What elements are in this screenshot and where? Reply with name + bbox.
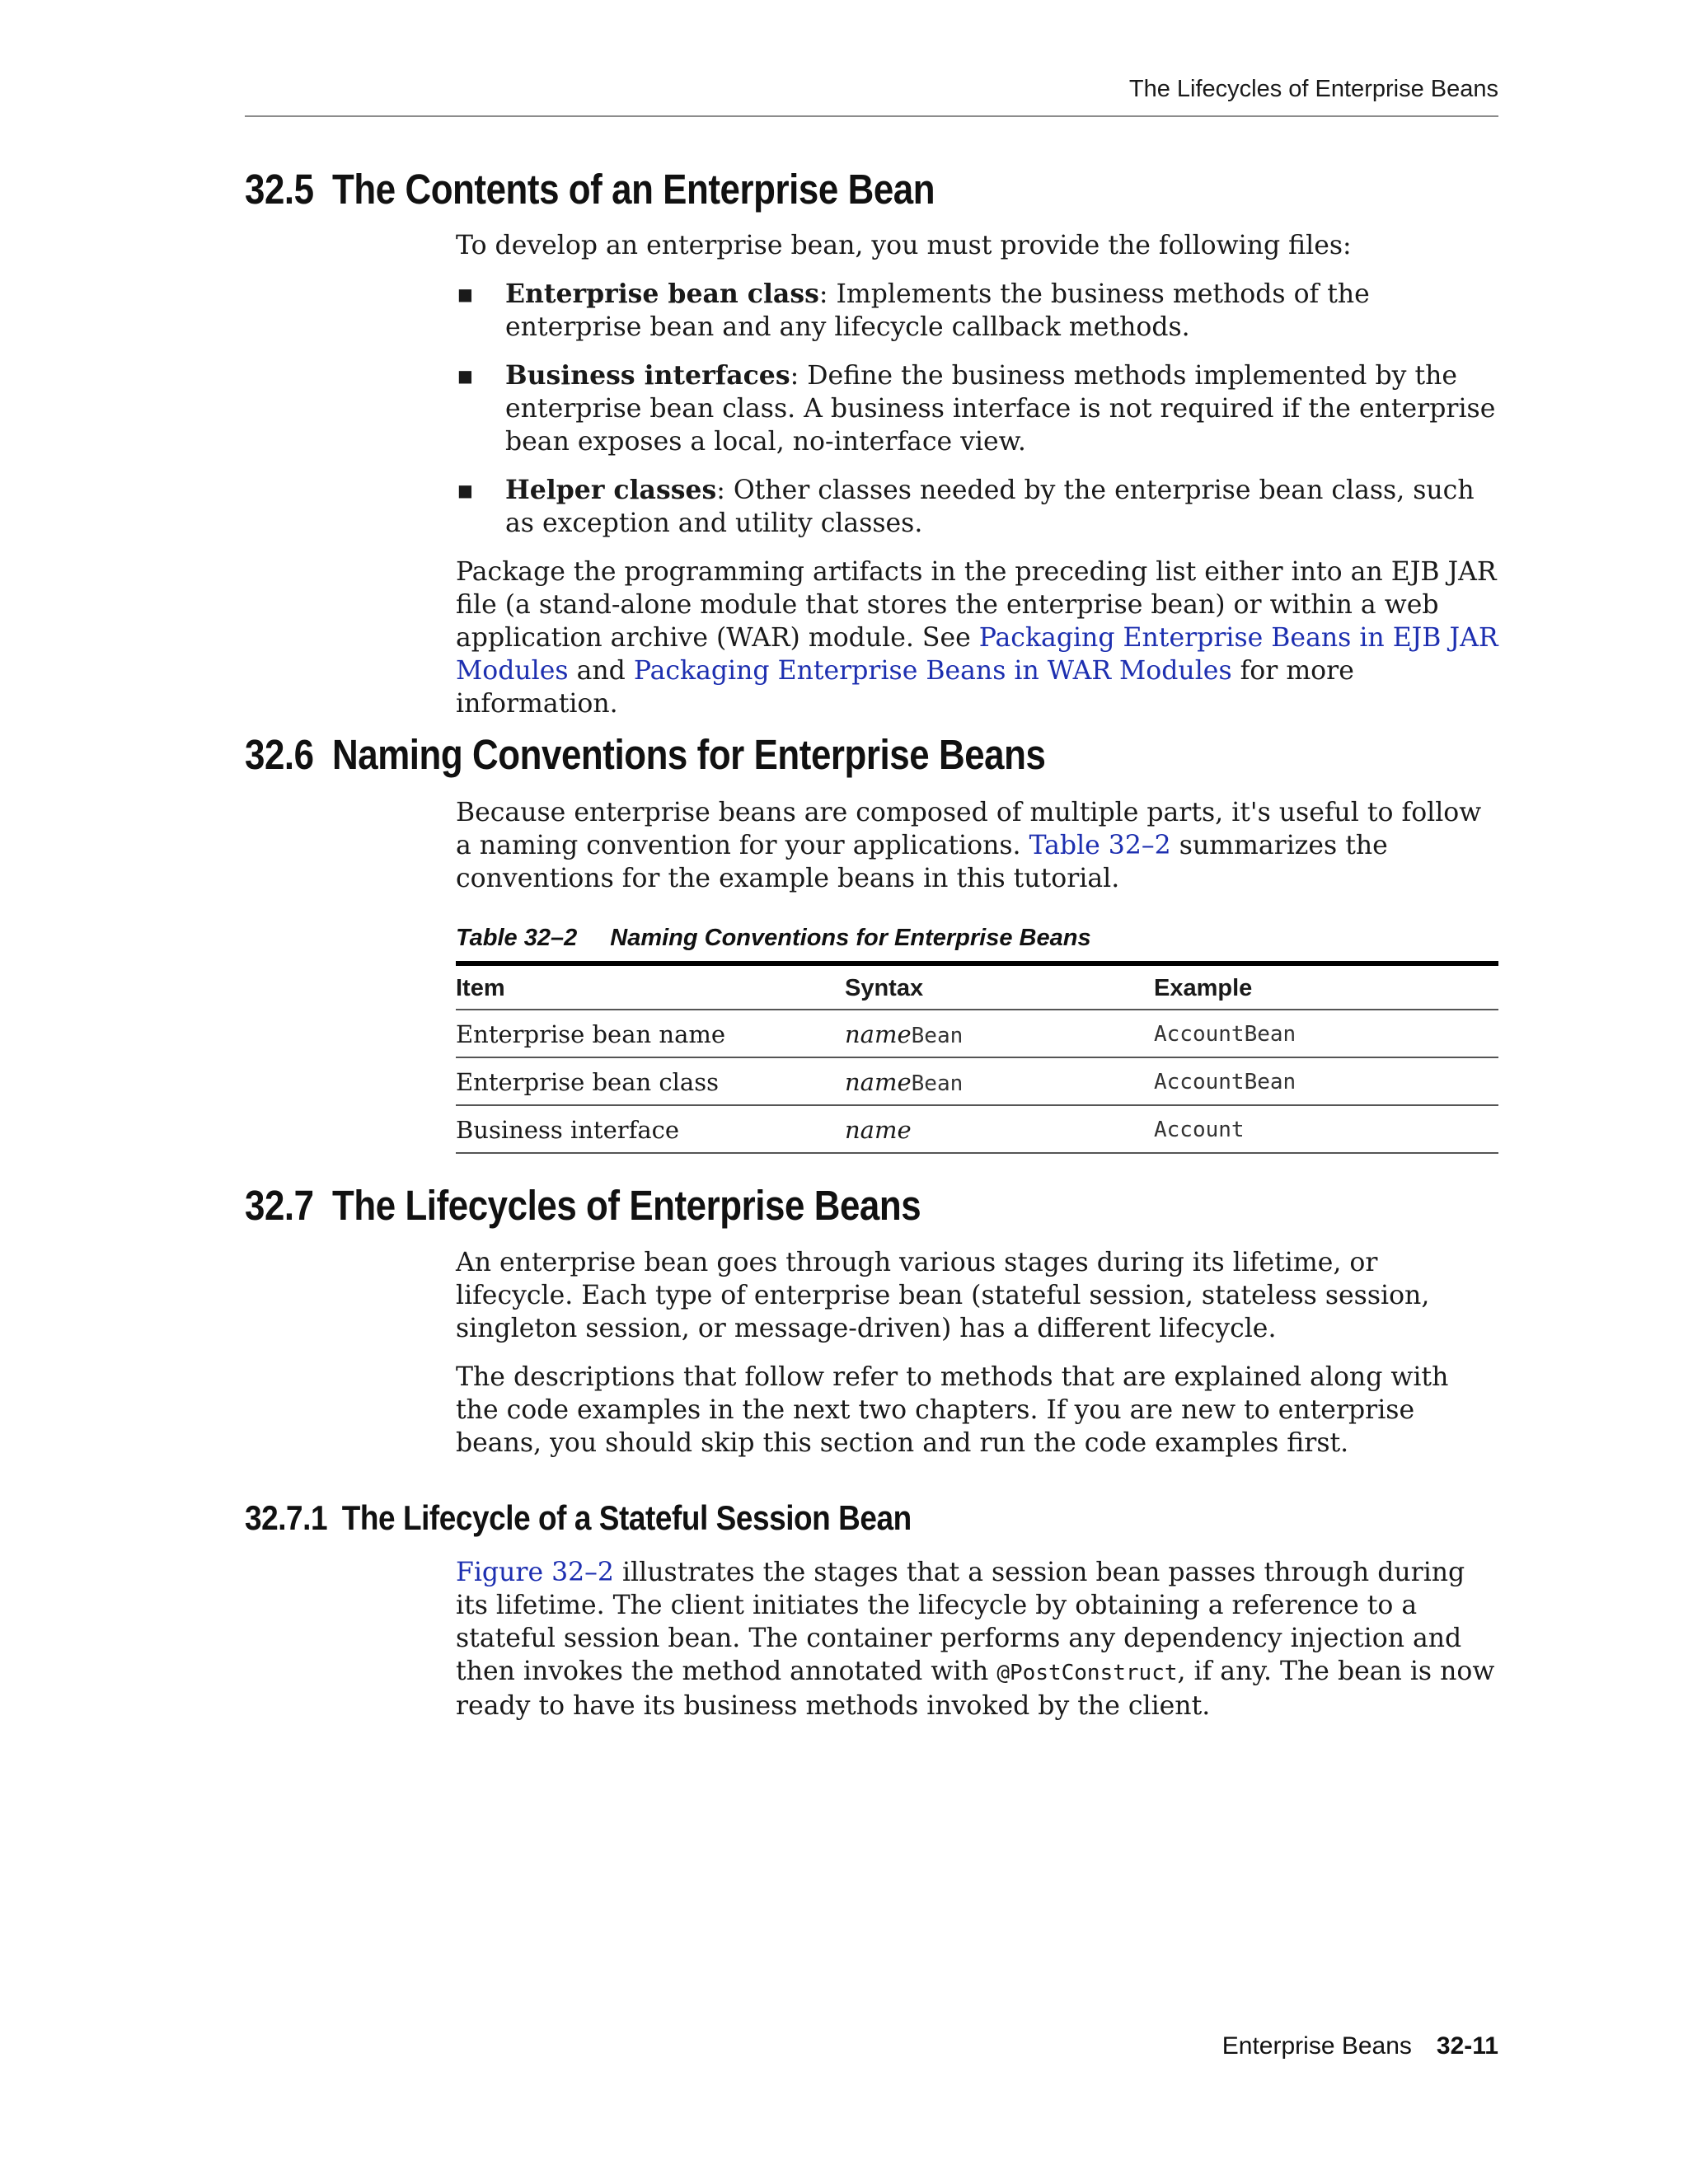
inline-code: @PostConstruct: [996, 1661, 1178, 1685]
running-title: The Lifecycles of Enterprise Beans: [1128, 76, 1498, 102]
paragraph-text: and: [568, 656, 634, 686]
package-paragraph: [456, 555, 1498, 720]
table-caption-title: Naming Conventions for Enterprise Beans: [610, 925, 1091, 951]
cell-syntax: [845, 1010, 1154, 1057]
paragraph-text: illustrates the stages that a session bean passes through during its lifetime. The client initiates the lifecycle by obtaining a reference to a stateful session bean. The container performs any dependency injection and then invokes the method annotated with: [456, 1558, 1465, 1686]
naming-conventions-table: [456, 961, 1498, 1154]
column-header-item: Item: [456, 963, 845, 1010]
subsection-heading-32-7-1: [245, 1498, 912, 1538]
syntax-placeholder: name: [845, 1116, 912, 1144]
table-row: [456, 1057, 1498, 1105]
lifecycle-paragraph-1: An enterprise bean goes through various stages during its lifetime, or lifecycle. Each type of enterprise bean (stateful session, stateless session, singleton session, or message-driven) has a different lifecycle.: [456, 1248, 1430, 1343]
page-number: 32-11: [1436, 2032, 1498, 2060]
table-row: [456, 1010, 1498, 1057]
section-number: 32.6: [245, 731, 314, 778]
file-list: [456, 278, 1498, 540]
column-header-example: Example: [1154, 963, 1498, 1010]
subsection-title: The Lifecycle of a Stateful Session Bean: [341, 1498, 912, 1537]
naming-paragraph: [456, 796, 1498, 895]
section-body-32-5: [456, 229, 1498, 720]
cell-syntax: [845, 1057, 1154, 1105]
list-item: [456, 474, 1498, 540]
cell-syntax: [845, 1105, 1154, 1153]
section-heading-32-7: [245, 1181, 921, 1230]
link-table-32-2[interactable]: Table 32–2: [1029, 831, 1171, 860]
syntax-suffix: Bean: [911, 1071, 964, 1096]
list-item: [456, 278, 1498, 344]
section-heading-32-6: [245, 730, 1045, 779]
section-title: The Lifecycles of Enterprise Beans: [332, 1182, 921, 1229]
paragraph-text: for more information.: [456, 656, 1354, 719]
footer-chapter: Enterprise Beans: [1221, 2032, 1412, 2060]
page-header: [245, 73, 1498, 117]
table-caption-label: Table 32–2: [456, 925, 578, 951]
cell-example: AccountBean: [1154, 1057, 1498, 1105]
section-title: Naming Conventions for Enterprise Beans: [332, 731, 1046, 778]
list-text: : Other classes needed by the enterprise bean class, such as exception and utility classes.: [505, 476, 1475, 538]
paragraph-text: summarizes the conventions for the example beans in this tutorial.: [456, 831, 1388, 893]
link-figure-32-2[interactable]: Figure 32–2: [456, 1558, 614, 1587]
syntax-placeholder: name: [845, 1068, 912, 1096]
table-caption: [456, 925, 1498, 952]
section-heading-32-5: [245, 165, 935, 213]
cell-item: Enterprise bean class: [456, 1057, 845, 1105]
syntax-suffix: Bean: [911, 1024, 964, 1048]
section-body-32-7-1: [456, 1556, 1498, 1722]
table-header-row: [456, 963, 1498, 1010]
lifecycle-paragraph-2: The descriptions that follow refer to methods that are explained along with the code examples in the next two chapters. If you are new to enterprise beans, you should skip this section and run the code examples first.: [456, 1362, 1449, 1458]
link-war-modules[interactable]: Packaging Enterprise Beans in WAR Modules: [633, 656, 1232, 686]
list-term: Helper classes: [505, 475, 717, 505]
cell-item: Enterprise bean name: [456, 1010, 845, 1057]
page-footer: [1222, 2032, 1498, 2060]
list-item: [456, 359, 1498, 458]
column-header-syntax: Syntax: [845, 963, 1154, 1010]
syntax-placeholder: name: [845, 1020, 912, 1048]
paragraph-text: , if any. The bean is now ready to have its business methods invoked by the client.: [456, 1657, 1495, 1721]
section-number: 32.5: [245, 166, 314, 213]
cell-example: Account: [1154, 1105, 1498, 1153]
table-row: [456, 1105, 1498, 1153]
stateful-paragraph: [456, 1556, 1498, 1722]
link-ejb-jar-modules[interactable]: Packaging Enterprise Beans in EJB JAR Modules: [456, 623, 1498, 686]
cell-item: Business interface: [456, 1105, 845, 1153]
list-term: Business interfaces: [505, 360, 790, 391]
list-text: : Implements the business methods of the enterprise bean and any lifecycle callback methods.: [505, 279, 1370, 342]
list-text: : Define the business methods implemented by the enterprise bean class. A business interface is not required if the enterprise bean exposes a local, no-interface view.: [505, 361, 1496, 457]
intro-paragraph: To develop an enterprise bean, you must provide the following files:: [456, 231, 1352, 260]
cell-example: AccountBean: [1154, 1010, 1498, 1057]
bullet-icon: ■: [457, 480, 473, 500]
bullet-icon: ■: [457, 366, 473, 386]
section-body-32-7: [456, 1246, 1498, 1460]
list-term: Enterprise bean class: [505, 279, 819, 309]
section-body-32-6: [456, 796, 1498, 895]
section-number: 32.7: [245, 1182, 314, 1229]
section-title: The Contents of an Enterprise Bean: [332, 166, 935, 213]
subsection-number: 32.7.1: [245, 1498, 328, 1537]
paragraph-text: Package the programming artifacts in the preceding list either into an EJB JAR file (a stand-alone module that stores the enterprise bean) or within a web application archive (WAR) module. See: [456, 557, 1497, 653]
bullet-icon: ■: [457, 284, 473, 304]
paragraph-text: Because enterprise beans are composed of multiple parts, it's useful to follow a naming convention for your applications.: [456, 798, 1482, 860]
